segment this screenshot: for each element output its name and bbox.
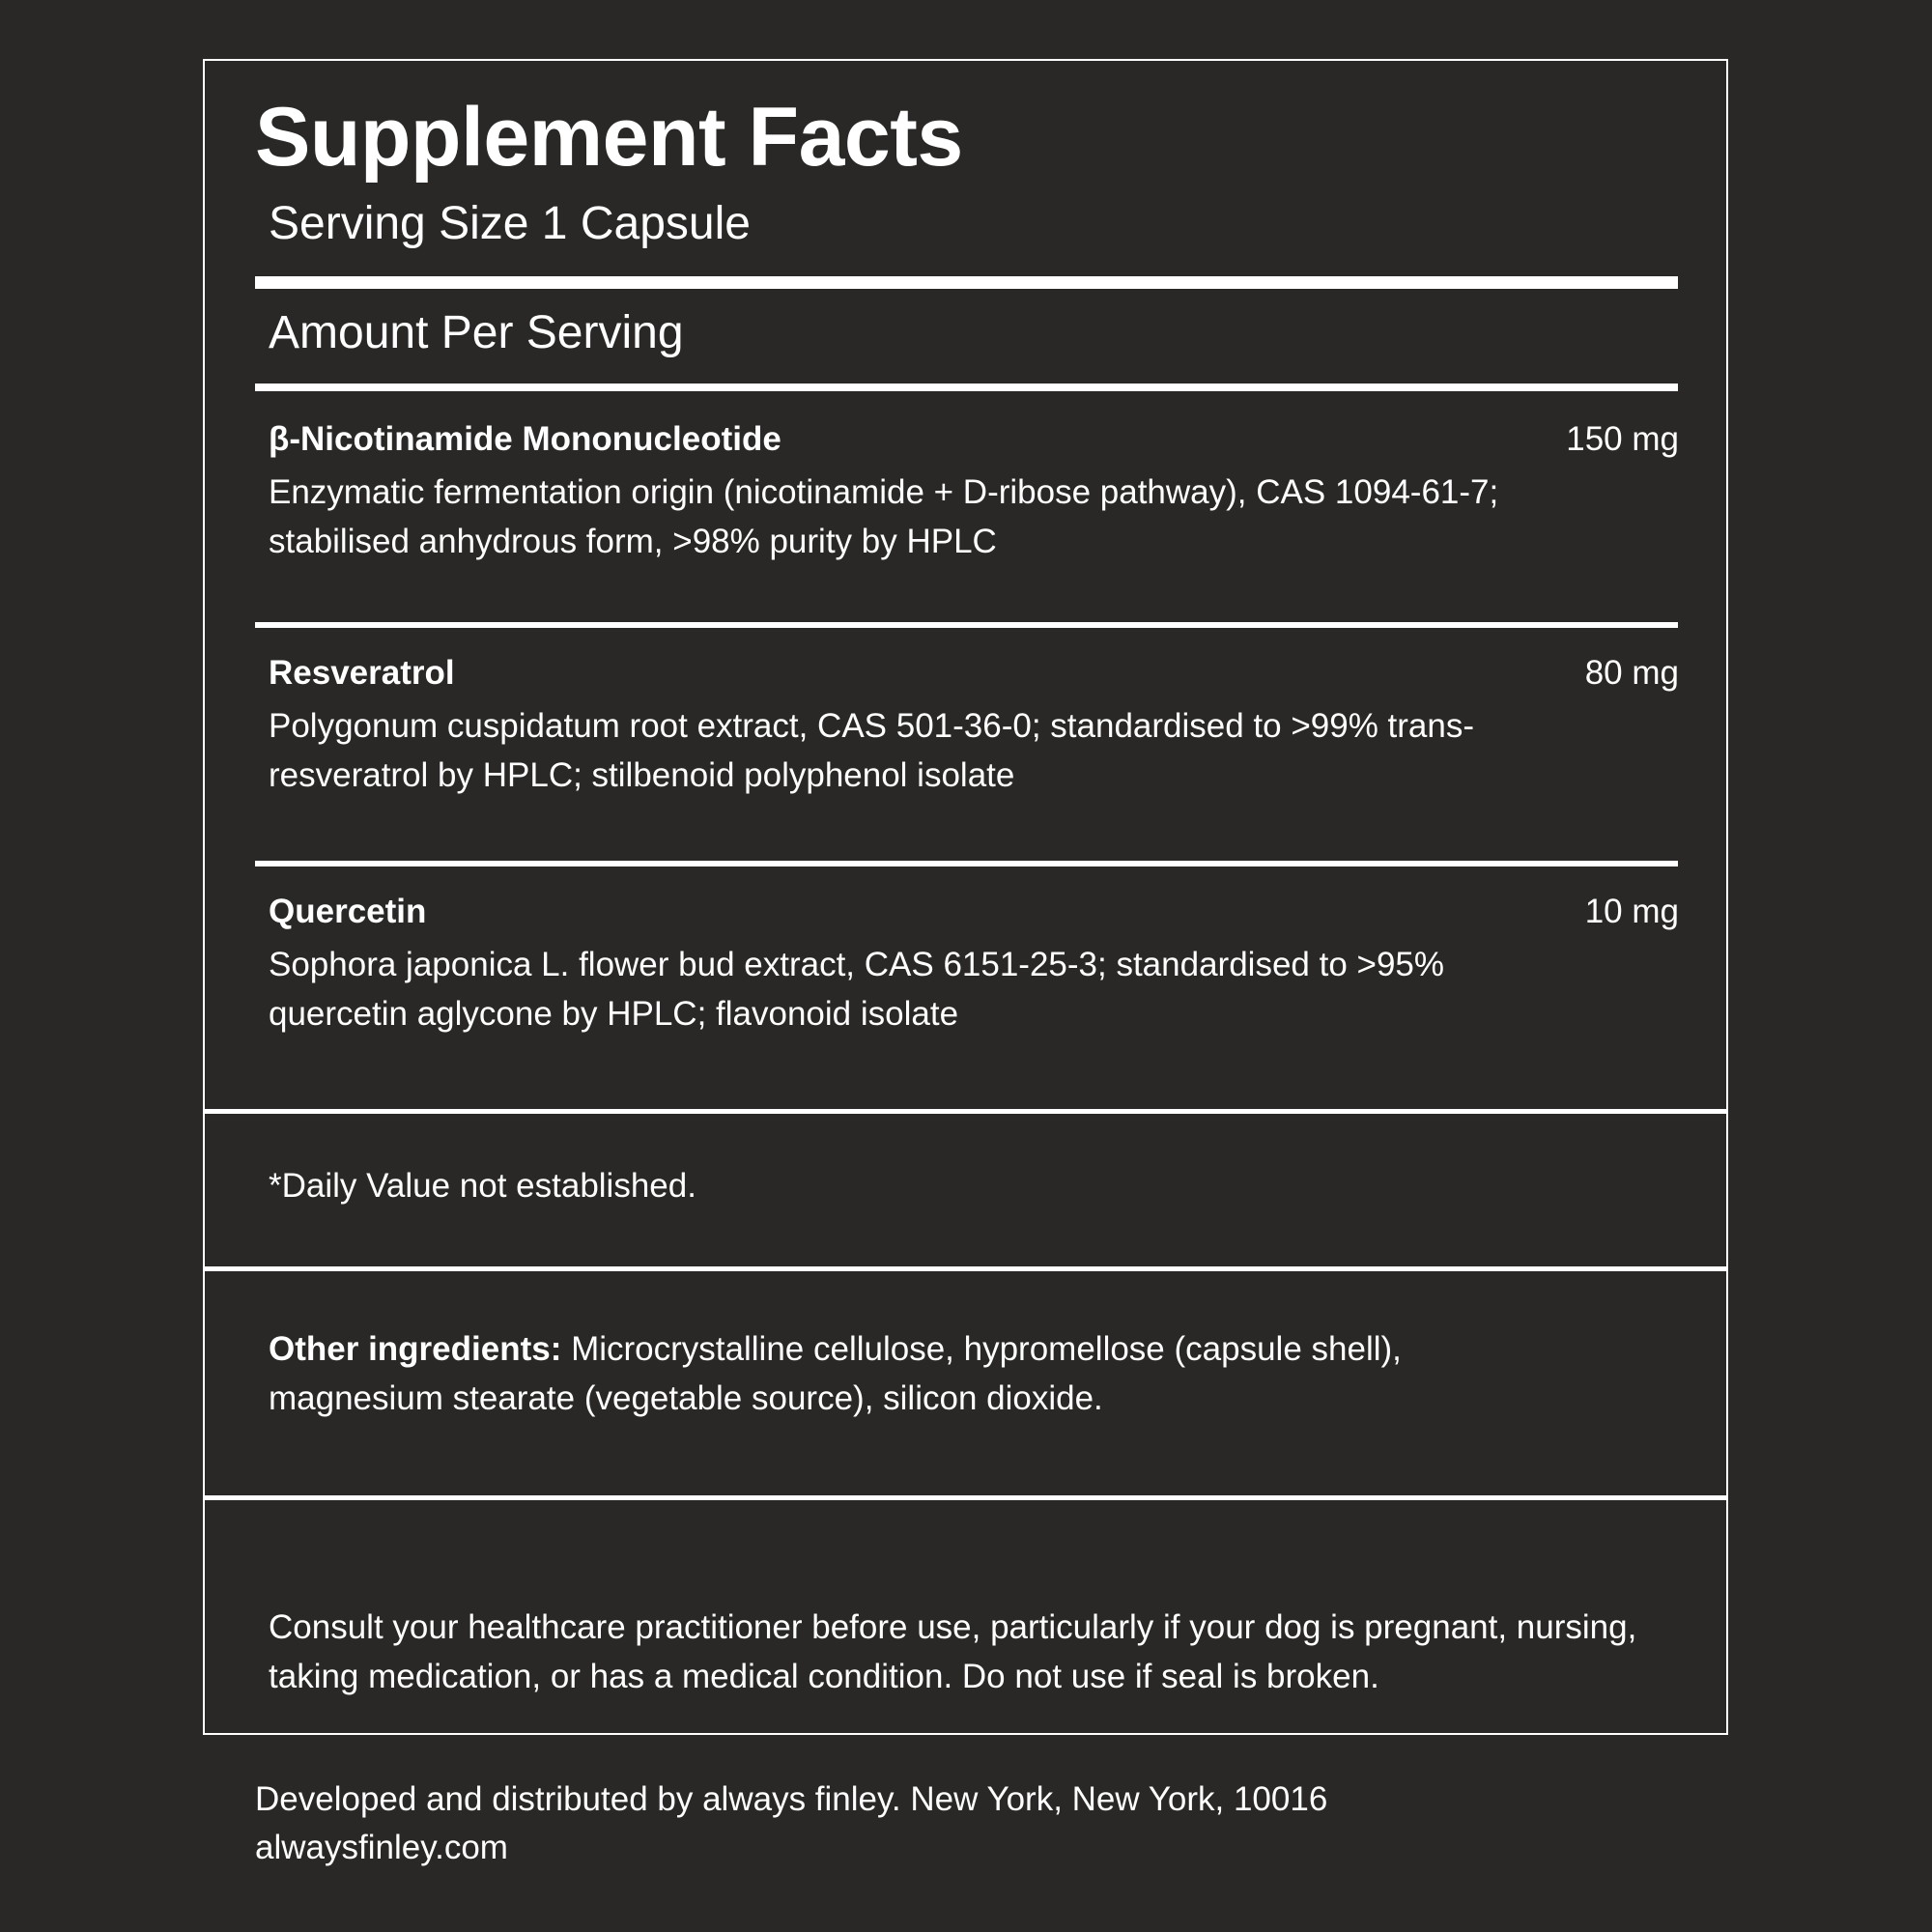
section-divider <box>205 1266 1726 1271</box>
ingredient-amount: 150 mg <box>1566 420 1679 458</box>
other-ingredients-label: Other ingredients: <box>269 1330 562 1368</box>
ingredient-divider <box>255 622 1678 628</box>
daily-value-note: *Daily Value not established. <box>269 1167 696 1205</box>
ingredient-description: Polygonum cuspidatum root extract, CAS 501-36-0; standardised to >99% trans-resveratrol by HPLC; stilbenoid polyphenol isolate <box>269 707 1475 794</box>
medium-divider <box>255 384 1678 391</box>
other-ingredients-text: Microcrystalline cellulose, hypromellose (capsule shell), magnesium stearate (vegetable source), silicon dioxide. <box>269 1330 1402 1417</box>
ingredient-name: Resveratrol <box>269 654 455 692</box>
ingredient-divider <box>255 861 1678 867</box>
ingredient-name: β-Nicotinamide Mononucleotide <box>269 420 781 458</box>
amount-per-serving-heading: Amount Per Serving <box>269 307 684 358</box>
ingredient-amount: 80 mg <box>1584 654 1679 692</box>
ingredient-name: Quercetin <box>269 893 427 930</box>
ingredient-amount: 10 mg <box>1584 893 1679 930</box>
serving-size: Serving Size 1 Capsule <box>269 198 751 249</box>
website-text: alwaysfinley.com <box>255 1829 508 1866</box>
distributor-text: Developed and distributed by always finley. New York, New York, 10016 <box>255 1780 1328 1818</box>
supplement-facts-panel <box>203 59 1728 1735</box>
section-divider <box>205 1109 1726 1114</box>
thick-divider <box>255 276 1678 289</box>
ingredient-description: Sophora japonica L. flower bud extract, CAS 6151-25-3; standardised to >95% quercetin aglycone by HPLC; flavonoid isolate <box>269 946 1445 1033</box>
ingredient-description: Enzymatic fermentation origin (nicotinamide + D-ribose pathway), CAS 1094-61-7; stabilised anhydrous form, >98% purity by HPLC <box>269 473 1499 560</box>
section-divider <box>205 1495 1726 1500</box>
warning-text: Consult your healthcare practitioner before use, particularly if your dog is pregnant, nursing, taking medication, or has a medical condition. Do not use if seal is broken. <box>269 1608 1637 1695</box>
other-ingredients <box>269 1324 1486 1423</box>
footer <box>255 1776 1327 1872</box>
panel-title: Supplement Facts <box>255 91 963 184</box>
